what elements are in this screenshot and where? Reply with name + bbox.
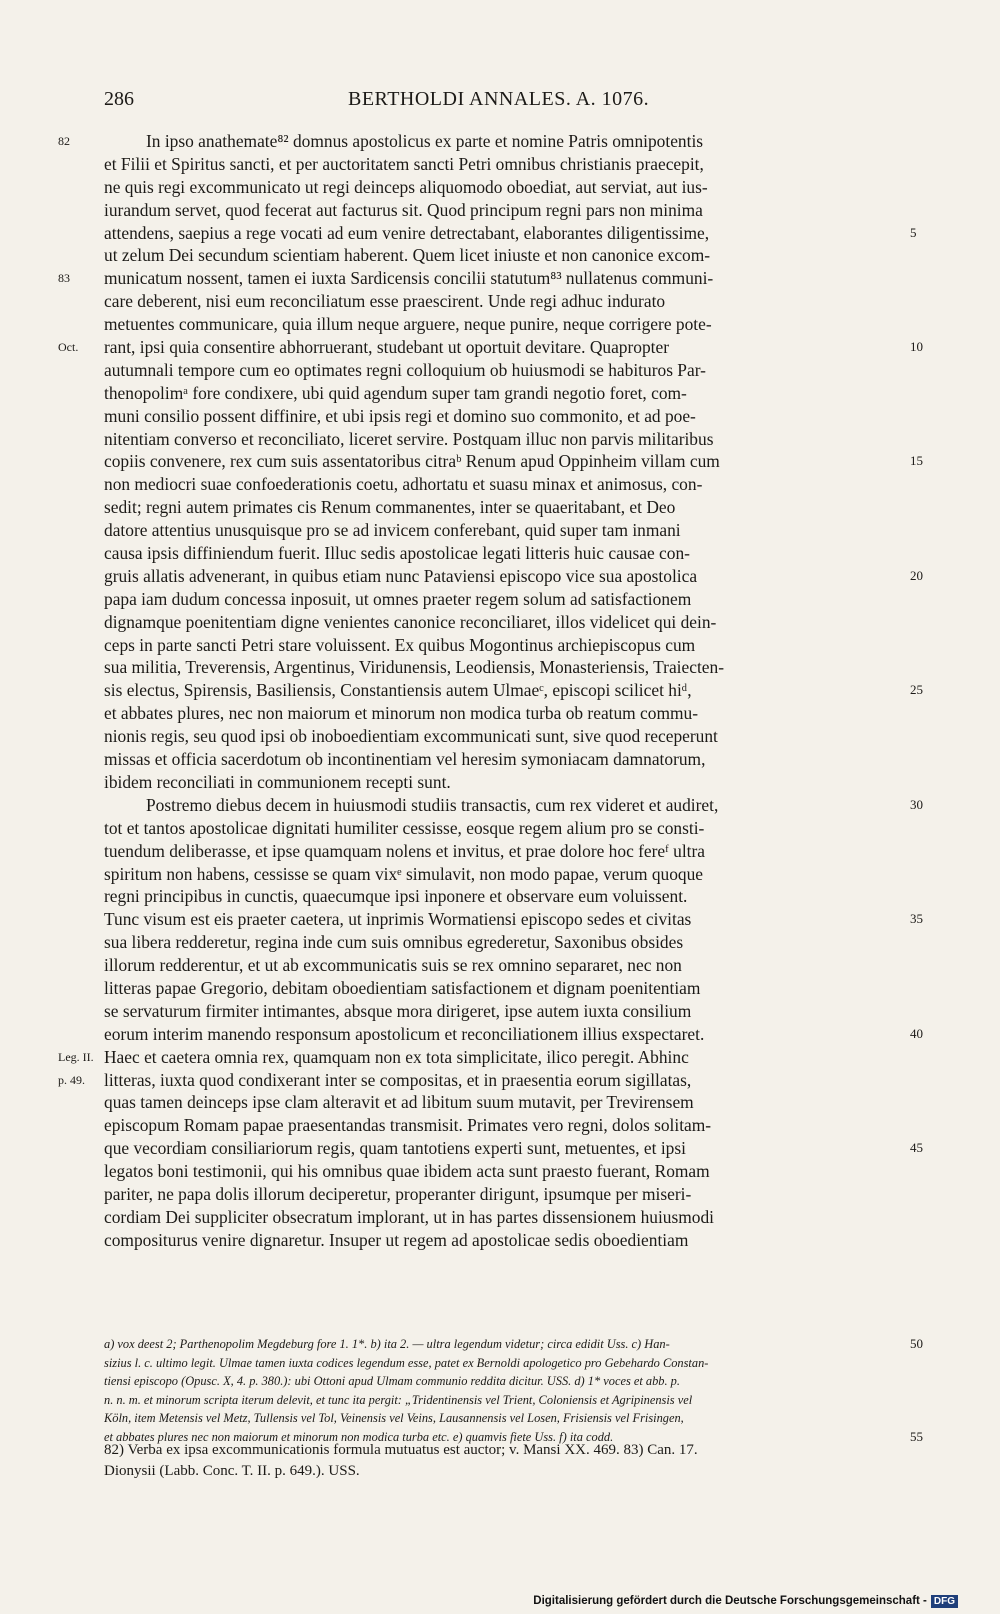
text-line — [0, 565, 1000, 588]
text-line — [0, 1183, 1000, 1206]
text-line — [0, 336, 1000, 359]
text-line — [0, 542, 1000, 565]
text-line — [0, 885, 1000, 908]
text-line — [0, 840, 1000, 863]
line-text: sua militia, Treverensis, Argentinus, Viridunensis, Leodiensis, Monasteriensis, Traiecten- — [104, 657, 724, 678]
line-number: 45 — [910, 1140, 923, 1156]
line-text: In ipso anathemate⁸² domnus apostolicus ex parte et nomine Patris omnipotentis — [146, 131, 704, 151]
line-text: dignamque poenitentiam digne venientes canonice reconciliaret, illos videlicet qui dein- — [104, 611, 717, 632]
main-text — [0, 130, 1000, 1252]
line-text: ibidem reconciliati in communionem recepti sunt. — [104, 771, 451, 792]
text-line — [0, 1206, 1000, 1229]
text-line — [0, 1114, 1000, 1137]
text-line — [0, 977, 1000, 1000]
line-text: litteras papae Gregorio, debitam oboedientiam satisfactionem et dignam poenitentiam — [104, 977, 701, 998]
text-line — [0, 1023, 1000, 1046]
footnote-line — [0, 1461, 1000, 1482]
line-text: missas et officia sacerdotum ob incontinentiam vel heresim symoniacam damnatorum, — [104, 749, 706, 770]
text-line — [0, 634, 1000, 657]
line-text: nitentiam converso et reconciliato, liceret servire. Postquam illuc non parvis militaribus — [104, 428, 714, 449]
line-text: eorum interim manendo responsum apostolicum et reconciliationem illius exspectaret. — [104, 1023, 705, 1044]
text-line — [0, 954, 1000, 977]
text-line — [0, 290, 1000, 313]
line-text: tuendum deliberasse, et ipse quamquam nolens et invitus, et prae dolore hoc fereᶠ ultra — [104, 840, 705, 861]
line-text: quas tamen deinceps ipse clam alteravit et ad libitum suum mutavit, per Trevirensem — [104, 1092, 694, 1113]
apparatus-line — [0, 1372, 1000, 1391]
line-text: autumnali tempore cum eo optimates regni colloquium ob huiusmodi se habituros Par- — [104, 359, 706, 380]
line-text: tot et tantos apostolicae dignitati humiliter cessisse, eosque regem alium pro se consti- — [104, 817, 705, 838]
left-margin-note: 82 — [58, 134, 70, 148]
line-text: causa ipsis diffiniendum fuerit. Illuc sedis apostolicae legati litteris huic causae con- — [104, 543, 690, 564]
line-text: que vecordiam consiliariorum regis, quam tantotiens experti sunt, metuentes, et ipsi — [104, 1138, 686, 1159]
apparatus-text: sizius l. c. ultimo legit. Ulmae tamen iuxta codices legendum esse, patet ex Bernoldi apologetico pro Gebehardo Constan- — [104, 1355, 709, 1370]
text-line — [0, 450, 1000, 473]
line-text: gruis allatis advenerant, in quibus etiam nunc Pataviensi episcopo vice sua apostolica — [104, 565, 698, 586]
text-line — [0, 908, 1000, 931]
line-number: 50 — [910, 1336, 923, 1351]
apparatus-text: a) vox deest 2; Parthenopolim Megdeburg fore 1. 1*. b) ita 2. — ultra legendum videtur; circa edidit Uss. c) Han- — [104, 1337, 670, 1351]
text-line — [0, 748, 1000, 771]
text-line — [0, 863, 1000, 886]
line-text: compositurus venire dignaretur. Insuper ut regem ad apostolicae sedis oboedientiam — [104, 1229, 689, 1250]
text-line — [0, 1046, 1000, 1069]
line-text: sis electus, Spirensis, Basiliensis, Constantiensis autem Ulmaeᶜ, episcopi scilicet hiᵈ, — [104, 680, 692, 701]
line-number: 35 — [910, 911, 923, 927]
text-line — [0, 176, 1000, 199]
footnotes — [0, 1440, 1000, 1482]
text-line — [0, 313, 1000, 336]
line-text: spiritum non habens, cessisse se quam vixᵉ simulavit, non modo papae, verum quoque — [104, 863, 704, 884]
text-line — [0, 931, 1000, 954]
line-text: nionis regis, seu quod ipsi ob inoboedientiam excommunicati sunt, sive quod receperunt — [104, 726, 718, 747]
footnote-text: Dionysii (Labb. Conc. T. II. p. 649.). USS. — [104, 1463, 360, 1479]
text-line — [0, 1229, 1000, 1252]
text-line — [0, 428, 1000, 451]
running-header — [0, 88, 1000, 118]
line-text: papa iam dudum concessa inposuit, ut omnes praeter regem solum ad satisfactionem — [104, 588, 692, 609]
text-line — [0, 405, 1000, 428]
left-margin-note: Oct. — [58, 340, 79, 355]
line-text: muni consilio possent diffinire, et ubi ipsis regi et domino suo commonito, et ad poe- — [104, 405, 696, 426]
line-text: sua libera redderetur, regina inde cum suis omnibus egrederetur, Saxonibus obsides — [104, 932, 684, 953]
text-line — [0, 588, 1000, 611]
line-text: pariter, ne papa dolis illorum deciperetur, properanter dirigunt, ipsumque per miseri- — [104, 1183, 692, 1204]
credit-text: Digitalisierung gefördert durch die Deutsche Forschungsgemeinschaft - — [533, 1595, 927, 1607]
line-number: 25 — [910, 682, 923, 698]
line-text: litteras, iuxta quod condixerant inter se compositas, et in praesentia eorum sigillatas, — [104, 1069, 692, 1090]
line-number: 20 — [910, 567, 923, 583]
line-text: iurandum servet, quod fecerat aut facturus sit. Quod principum regni pars non minima — [104, 199, 703, 220]
text-line — [0, 267, 1000, 290]
text-line — [0, 222, 1000, 245]
running-title: BERTHOLDI ANNALES. A. 1076. — [348, 88, 650, 110]
line-text: datore attentius unusquisque pro se ad invicem conferebant, quid super tam inmani — [104, 520, 681, 541]
line-text: Postremo diebus decem in huiusmodi studiis transactis, cum rex videret et audiret, — [146, 794, 719, 815]
text-line — [0, 359, 1000, 382]
text-line — [0, 1137, 1000, 1160]
line-number: 15 — [910, 453, 923, 469]
text-line — [0, 130, 1000, 153]
text-line — [0, 1091, 1000, 1114]
text-line — [0, 1069, 1000, 1092]
line-number: 10 — [910, 339, 923, 355]
apparatus-line — [0, 1391, 1000, 1410]
apparatus-line — [0, 1354, 1000, 1373]
line-text: et abbates plures, nec non maiorum et minorum non modica turba ob reatum commu- — [104, 703, 699, 724]
line-number: 55 — [910, 1428, 923, 1444]
apparatus-line — [0, 1409, 1000, 1428]
footnote-text: 82) Verba ex ipsa excommunicationis formula mutuatus est auctor; v. Mansi XX. 469. 83) Can. 17. — [104, 1442, 698, 1458]
line-text: copiis convenere, rex cum suis assentatoribus citraᵇ Renum apud Oppinheim villam cum — [104, 451, 720, 472]
left-margin-note: Leg. II. — [58, 1049, 94, 1064]
line-text: regni principibus in cunctis, quaecumque ipsi inponere et observare eum voluissent. — [104, 886, 688, 907]
dfg-logo: DFG — [931, 1595, 958, 1608]
text-line — [0, 153, 1000, 176]
footnote-line — [0, 1440, 1000, 1461]
text-line — [0, 656, 1000, 679]
line-text: et Filii et Spiritus sancti, et per auctoritatem sancti Petri omnibus christianis praecepit, — [104, 153, 704, 174]
critical-apparatus — [0, 1335, 1000, 1446]
text-line — [0, 473, 1000, 496]
line-text: ne quis regi excommunicato ut regi deinceps aliquomodo oboediat, aut serviat, aut ius- — [104, 176, 708, 197]
apparatus-text: tiensi episcopo (Opusc. X, 4. p. 380.): ubi Ottoni apud Ulmam communio reddita dicitur. USS. d) 1* voces et abb. p. — [104, 1374, 680, 1388]
line-number: 30 — [910, 796, 923, 812]
line-text: Tunc visum est eis praeter caetera, ut inprimis Wormatiensi episcopo sedes et civitas — [104, 909, 692, 930]
line-number: 5 — [910, 224, 917, 240]
page-number: 286 — [104, 88, 134, 110]
line-text: sedit; regni autem primates cis Renum commanentes, inter se quaeritabant, et Deo — [104, 497, 676, 518]
line-text: care deberent, nisi eum reconciliatum esse praescirent. Unde regi adhuc indurato — [104, 291, 666, 312]
line-text: Haec et caetera omnia rex, quamquam non ex tota simplicitate, ilico peregit. Abhinc — [104, 1046, 689, 1067]
left-margin-note: p. 49. — [58, 1072, 85, 1087]
line-text: ut zelum Dei secundum scientiam haberent. Quem licet iniuste et non canonice excom- — [104, 245, 711, 266]
text-line — [0, 382, 1000, 405]
left-margin-note: 83 — [58, 271, 70, 286]
line-text: illorum redderentur, et ut ab excommunicatis suis se rex omnino separaret, nec non — [104, 955, 682, 976]
line-text: legatos boni testimonii, qui his omnibus quae ibidem acta sunt praesto fuerant, Romam — [104, 1161, 710, 1182]
text-line — [0, 702, 1000, 725]
text-line — [0, 519, 1000, 542]
text-line — [0, 794, 1000, 817]
apparatus-text: Köln, item Metensis vel Metz, Tullensis vel Tol, Veinensis vel Veins, Lausannensis vel Losen, Frisiensis vel Frisingen, — [104, 1411, 684, 1425]
line-text: rant, ipsi quia consentire abhorruerant, studebant ut oportuit devitare. Quapropter — [104, 337, 670, 358]
digitization-credit — [533, 1595, 958, 1608]
text-line — [0, 1000, 1000, 1023]
line-text: se servaturum firmiter intimantes, absque mora dirigeret, ipse autem iuxta consilium — [104, 1000, 692, 1021]
line-text: metuentes communicare, quia illum neque arguere, neque punire, neque corrigere pote- — [104, 314, 712, 335]
text-line — [0, 244, 1000, 267]
apparatus-line — [0, 1335, 1000, 1354]
line-number: 40 — [910, 1025, 923, 1041]
apparatus-text: n. n. m. et minorum scripta iterum delevit, et tunc ita pergit: „Tridentinensis vel Trient, Coloniensis et Agripinensis vel — [104, 1392, 693, 1407]
line-text: thenopolimᵃ fore condixere, ubi quid agendum super tam grandi negotio foret, com- — [104, 382, 687, 403]
line-text: municatum nossent, tamen ei iuxta Sardicensis concilii statutum⁸³ nullatenus communi- — [104, 268, 714, 289]
line-text: ceps in parte sancti Petri stare voluissent. Ex quibus Mogontinus archiepiscopus cum — [104, 634, 696, 655]
text-line — [0, 199, 1000, 222]
line-text: non mediocri suae confoederationis coetu, adhortatu et suasu minax et animosus, con- — [104, 474, 703, 495]
text-line — [0, 817, 1000, 840]
text-line — [0, 725, 1000, 748]
text-line — [0, 679, 1000, 702]
text-line — [0, 496, 1000, 519]
text-line — [0, 611, 1000, 634]
text-line — [0, 1160, 1000, 1183]
line-text: episcopum Romam papae praesentandas transmisit. Primates vero regni, dolos solitam- — [104, 1115, 712, 1136]
line-text: attendens, saepius a rege vocati ad eum venire detrectabant, elaborantes diligentissime, — [104, 222, 710, 243]
line-text: cordiam Dei suppliciter obsecratum implorant, ut in has partes dissensionem huiusmodi — [104, 1206, 715, 1227]
text-line — [0, 771, 1000, 794]
apparatus-text: et abbates plures nec non maiorum et minorum non modica turba etc. e) quamvis fiete Uss. f) ita codd. — [104, 1429, 614, 1444]
